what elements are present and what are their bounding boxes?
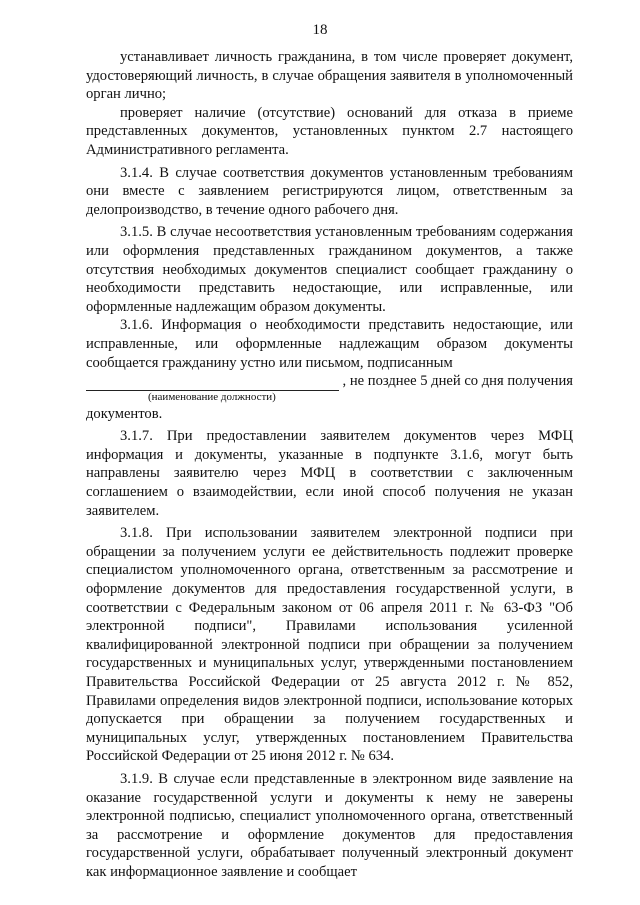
paragraph-3-1-8: 3.1.8. При использовании заявителем электронной подписи при обращении за получением услуги ее действительность подлежит проверке специалистом уполномоченного органа, ответственным за рассмотрение и оформление документов для предоставления государственной услуги, в соответствии с Федеральным законом от 06 апреля 2011 г. № 63-ФЗ "Об электронной подписи", Правилами использования усиленной квалифицированной электронной подписи при обращении за получением государственных и муниципальных услуг, утвержденными постановлением Правительства Российской Федерации от 25 августа 2012 г. № 852, Правилами определения видов электронной подписи, использование которых допускается при обращении за получением государственных и муниципальных услуг, утвержденных постановлением Правительства Российской Федерации от 25 июня 2012 г. № 634. [86, 525, 573, 765]
paragraph-3-1-6: 3.1.6. Информация о необходимости представить недостающие, или исправленные, или оформленные надлежащим образом документы сообщается гражданину устно или письмом, подписанным [86, 317, 573, 371]
deadline-text: , не позднее 5 дней со дня получения [342, 373, 573, 390]
paragraph-identity-check: устанавливает личность гражданина, в том числе проверяет документ, удостоверяющий личность, в случае обращения заявителя в уполномоченный орган лично; [86, 49, 573, 103]
signatory-blank-line [86, 377, 339, 391]
paragraph-3-1-6-end: документов. [86, 405, 163, 422]
signatory-line-row [86, 372, 573, 391]
page-number: 18 [312, 22, 328, 38]
document-body [86, 48, 573, 882]
paragraph-3-1-5: 3.1.5. В случае несоответствия установленным требованиям содержания или оформления представленных гражданином документов, а также отсутствия необходимых документов специалист сообщает гражданину о необходимости представить недостающие, или исправленные, или оформленные надлежащим образом документы. [86, 224, 573, 315]
paragraph-3-1-4: 3.1.4. В случае соответствия документов установленным требованиям они вместе с заявлением регистрируются лицом, ответственным за делопроизводство, в течение одного рабочего дня. [86, 164, 573, 218]
paragraph-refusal-grounds: проверяет наличие (отсутствие) оснований для отказа в приеме представленных документов, установленных пунктом 2.7 настоящего Административного регламента. [86, 104, 573, 158]
paragraph-3-1-7: 3.1.7. При предоставлении заявителем документов через МФЦ информация и документы, указанные в подпункте 3.1.6, могут быть направлены заявителю через МФЦ в соответствии с заключенным соглашением о взаимодействии, если иной способ получения не указан заявителем. [86, 428, 573, 519]
paragraph-3-1-9: 3.1.9. В случае если представленные в электронном виде заявление на оказание государственной услуги и документы к нему не заверены электронной подписью, специалист уполномоченного органа, ответственный за рассмотрение и оформление документов для предоставления государственной услуги, обрабатывает полученный электронный документ как информационное заявление и сообщает [86, 770, 573, 880]
position-caption: (наименование должности) [148, 390, 276, 403]
